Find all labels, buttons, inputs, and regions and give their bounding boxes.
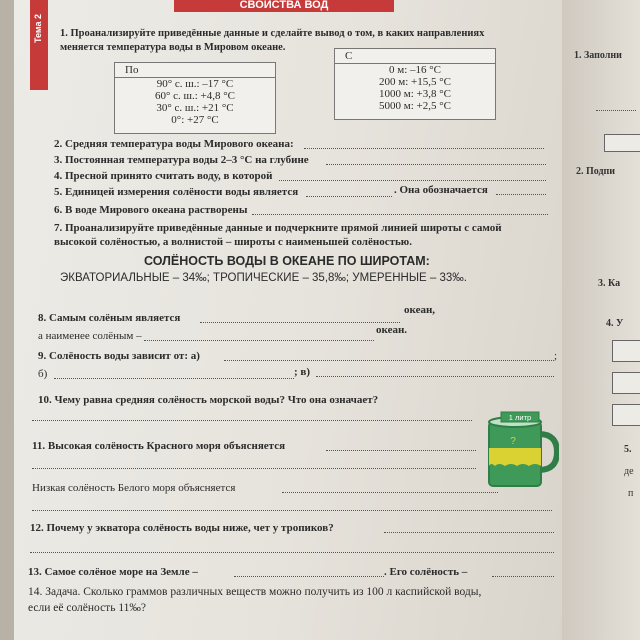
next-q4: 4. У [606,318,624,329]
q12-answer-line2[interactable] [30,552,554,553]
table-row: 60° с. ш.: +4,8 °C [155,90,235,102]
mug-illustration [479,410,559,488]
table-head: По [115,63,275,78]
q9-b-label: б) [38,368,48,380]
q14-text-line1: 14. Задача. Сколько граммов различных веществ можно получить из 100 л каспийской воды, [28,586,482,598]
mug-question-mark: ? [510,436,516,447]
q6-text: 6. В воде Мирового океана растворены [54,204,248,216]
q8-answer-line1[interactable] [200,322,400,323]
table-row: 90° с. ш.: –17 °C [156,78,234,90]
q11-text: 11. Высокая солёность Красного моря объясняется [32,440,286,452]
next-q1: 1. Заполни [574,50,622,61]
q14-text-line2: если её солёность 11‰? [28,602,147,614]
q1-text-line1: 1. Проанализируйте приведённые данные и сделайте вывод о том, в каких направлениях [60,28,485,39]
q2-text: 2. Средняя температура воды Мирового океана: [54,138,294,150]
temperature-depth-table [334,48,496,120]
next-q3: 3. Ка [598,278,621,289]
next-box2 [612,340,640,362]
q5-text: 5. Единицей измерения солёности воды является [54,186,299,198]
mug-label: 1 литр [508,413,532,422]
q8-answer-line2[interactable] [144,340,374,341]
table-row: 0 м: –16 °C [388,64,441,76]
q2-answer-line[interactable] [304,148,544,149]
next-box3 [612,372,640,394]
q11-answer-line2[interactable] [32,468,476,469]
q11-low-text: Низкая солёность Белого моря объясняется [32,482,236,494]
q9-answer-b[interactable] [54,378,294,379]
table-row: 1000 м: +3,8 °C [379,88,451,100]
q12-text: 12. Почему у экватора солёность воды ниже, чет у тропиков? [30,522,334,534]
q8-text-line2: а наименее солёным – [38,330,142,342]
q9-c-label: ; в) [294,366,311,378]
q10-text: 10. Чему равна средняя солёность морской воды? Что она означает? [38,394,379,406]
q8-tail1: океан, [404,304,436,316]
workbook-page [14,0,562,640]
q7-text-line1: 7. Проанализируйте приведённые данные и подчеркните прямой линией широты с самой [54,222,502,234]
q5-symbol-line[interactable] [496,194,546,195]
next-q2: 2. Подпи [576,166,616,177]
salinity-data: ЭКВАТОРИАЛЬНЫЕ – 34‰; ТРОПИЧЕСКИЕ – 35,8‰; УМЕРЕННЫЕ – 33‰. [60,272,467,284]
table-row: 0°: +27 °C [171,114,219,126]
topic-tab [30,0,48,90]
q10-answer-line[interactable] [32,420,472,421]
q4-answer-line[interactable] [279,180,546,181]
q11-low-answer-line1[interactable] [282,492,498,493]
q6-answer-line[interactable] [252,214,548,215]
q1-text-line2: меняется температура воды в Мировом океане. [60,42,286,53]
next-fragment1: де [624,466,634,477]
next-fragment2: п [628,488,634,499]
next-page-edge [562,0,640,640]
topic-tab-label: Тема 2 [33,14,43,43]
next-box1 [604,134,640,152]
q13-answer-salinity[interactable] [492,576,554,577]
q11-answer-line1[interactable] [326,450,476,451]
q4-text: 4. Пресной принято считать воду, в которой [54,170,273,182]
table-row: 5000 м: +2,5 °C [379,100,451,112]
table-head: С [335,49,495,64]
next-box4 [612,404,640,426]
q11-low-answer-line2[interactable] [32,510,552,511]
section-header: СВОЙСТВА ВОД [174,0,394,12]
q3-text: 3. Постоянная температура воды 2–3 °C на глубине [54,154,309,166]
next-q5: 5. [624,444,632,455]
q8-text-line1: 8. Самым солёным является [38,312,181,324]
salinity-title: СОЛЁНОСТЬ ВОДЫ В ОКЕАНЕ ПО ШИРОТАМ: [144,254,430,268]
q5-answer-line[interactable] [306,196,392,197]
q9-text: 9. Солёность воды зависит от: а) [38,350,200,362]
q9-answer-c[interactable] [316,376,554,377]
table-row: 30° с. ш.: +21 °C [156,102,234,114]
q8-tail2: океан. [376,324,408,336]
q13-answer-sea[interactable] [234,576,384,577]
table-row: 200 м: +15,5 °C [379,76,451,88]
q13-mid: . Его солёность – [384,566,468,578]
q7-text-line2: высокой солёностью, а волнистой – широты с наименьшей солёностью. [54,236,412,248]
q5-tail: . Она обозначается [394,184,488,196]
q13-text: 13. Самое солёное море на Земле – [28,566,198,578]
q12-answer-line1[interactable] [384,532,554,533]
temperature-latitude-table [114,62,276,134]
q9-answer-a[interactable] [224,360,554,361]
q9-end1: ; [554,350,558,362]
q3-answer-line[interactable] [326,164,546,165]
next-line1 [596,110,636,111]
